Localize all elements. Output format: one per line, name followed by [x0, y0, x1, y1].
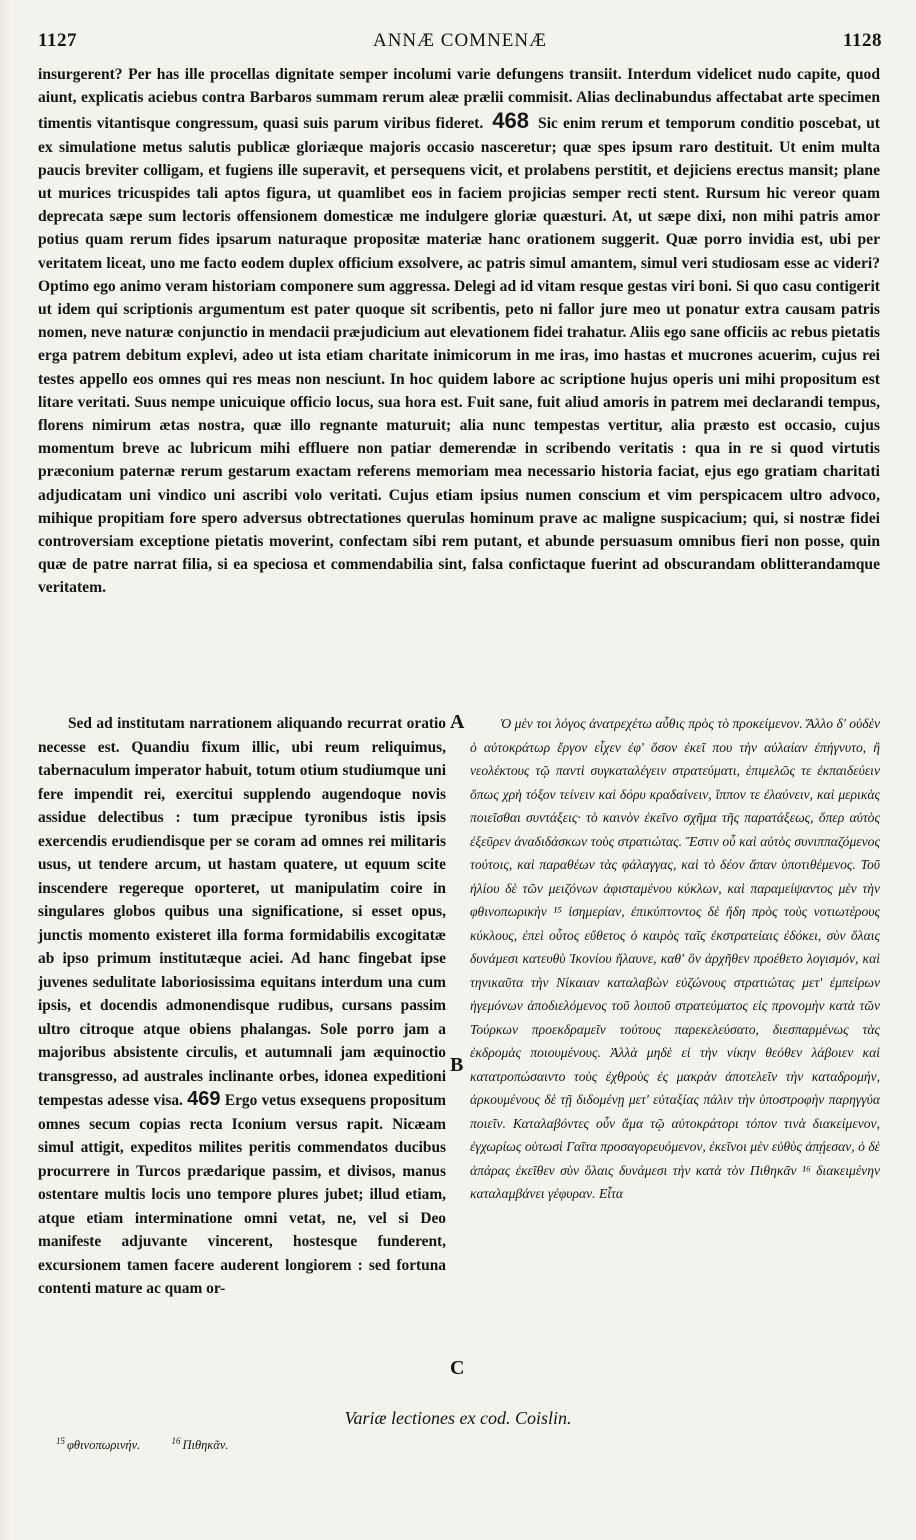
variant-notes [56, 1436, 257, 1453]
running-title: ANNÆ COMNENÆ [372, 30, 548, 51]
variant-note [56, 1438, 154, 1452]
margin-letter-a: A [450, 711, 465, 733]
greek-column [470, 712, 880, 1206]
margin-letter-c: C [450, 1357, 465, 1379]
intro-text-part-1: insurgerent? Per has ille procellas dignitate semper incolumi varie defungens transiit. Interdum videlicet nudo capite, quod aiunt, explicatis aciebus contra Barbaros summam rerum aleæ prælii commisit. Alias declinabundus affectabat arte specimen timentis vitantisque congressum, quasi suis parum viribus fideret. [38, 66, 880, 133]
variant-note [171, 1438, 242, 1452]
page-header [38, 30, 882, 56]
intro-text-part-2: Sic enim rerum et temporum conditio poscebat, ut ex simulatione metus salutis publicæ gloriæque majoris occasio nasceretur; quæ spes ipsum raro destituit. Ut enim multa paucis breviter colligam, et fugiens ille superavit, et persequens vicit, et prolabens perstitit, et dejiciens erectus mansit; plane ut murices tricuspides tali aptos figura, ut quamlibet eos in faciem projicias semper recti stent. Rursum hic vereor quam deprecata sæpe sum lectoris offensionem domesticæ me indulgere gloriæ quæsturi. At, ut sæpe dixi, non mihi patris amor potius quam rerum fides ipsarum naturaque propositæ materiæ hanc orationem suggerit. Quæ porro invidia est, ubi per veritatem liceat, uno me facto eodem duplex officium exsolvere, ac patris simul amantem, simul veri studiosam esse ac videri? Optimo ego animo veram historiam componere sum aggressa. Delegi ad id vitam resque gestas viri boni. Si quo casu contigerit ut idem qui scriptionis argumentum est pater quoque sit scribentis, peto ni fallor jure meo ut ponatur extra causam patris nomen, neve naturæ conjunctio in mendacii præjudicium aut elevationem fidei trahatur. Aliis ego sane officiis ac rebus pietatis erga patrem debitum explevi, adeo ut ista etiam charitate inimicorum in me iras, imo hastas et mucrones acuerim, cujus rei testes appello eos omnes qui res meas non nesciunt. In hoc quidem labore ac scriptione hujus operis uni mihi propositum est litare veritati. Suus nempe unicuique officio locus, sua hora est. Fuit sane, fuit aliud amoris in patrem mei declarandi tempus, florens nimirum ætas nostra, quæ illo regnante maturuit; alia nunc tempestas vertitur, alia præsto est occasio, cujus momentum breve ac lubricum mihi effluere non patiar demerendæ in scribendo veritatis : qua in re si quod virtutis præconium paternæ rerum gestarum exactam referens memoriam mea necessario historia faciat, ejus ego gratiam charitati adjudicatam uni vindico uni ascribi volo veritati. Cujus etiam ipsius numen conscium et vim perspicacem ultro advoco, mihique propitiam fore spero adversus obtrectationes querulas hominum prave ac maligne suspicacium; qui, si nostræ fidei controversiam exceptione pietatis moverint, confectam sibi rem putant, et abunde persuasum omnibus fieri non posse, quin quæ de patre narrat filia, si ea speciosa et commendabilia sint, falsa confictaque fuerint ad obscurandam oblitterandamque veritatem. [38, 115, 880, 597]
page-number-left: 1127 [38, 30, 77, 51]
page-number-right: 1128 [843, 30, 882, 51]
note-number: 15 [56, 1436, 65, 1446]
intro-paragraph [38, 63, 880, 600]
greek-text: Ὁ μὲν τοι λόγος ἀνατρεχέτω αὖθις πρὸς τὸ προκείμενον. Ἄλλο δ' οὐδὲν ὁ αὐτοκράτωρ ἔργον εἶχεν ἐφ' ὅσον ἐκεῖ που τὴν αὐλαίαν ἐπήγνυτο, ἢ νεολέκτους τῷ παντὶ συγκαταλέγειν στρατεύματι, ἐπιμελῶς τε ἐκπαιδεύειν ὅπως χρὴ τόξον τείνειν καὶ δόρυ κραδαίνειν, ἵππον τε ἐλαύνειν, καὶ μερικὰς ποιεῖσθαι συντάξεις· τὸ καινὸν ἐκεῖνο σχῆμα τῆς παρατάξεως, ὅπερ αὐτὸς ἐξεῦρεν ἀναδιδάσκων τοὺς στρατιώτας. Ἔστιν οὗ καὶ αὐτὸς συνιππαζόμενος τούτοις, καὶ παραθέων τὰς φάλαγγας, καὶ τὸ δέον ἅπαν ὑποτιθέμενος. Τοῦ ἡλίου δὲ τῶν μειζόνων ἀφισταμένου κύκλων, καὶ παραμείψαντος μὲν τὴν φθινοπωρικὴν ¹⁵ ἰσημερίαν, ἐπικύπτοντος δὲ ἤδη πρὸς τοὺς νοτιωτέρους κύκλους, ἐπεὶ οὗτος εὔθετος ὁ καιρὸς ταῖς ἐκστρατείαις ἐδόκει, σὺν ὅλαις δυνάμεσι κατευθὺ Ἰκονίου ἤλαυνε, καθ' ὃν ἀρχῆθεν προέθετο λογισμόν, καὶ τηνικαῦτα τὴν Νίκαιαν καταλαβὼν εὐζώνους στρατιώτας μετ' ἐμπείρων ἡγεμόνων ἀποδιελόμενος τοῦ λοιποῦ στρατεύματος εἰς προνομὴν κατὰ τῶν Τούρκων προεκδραμεῖν τούτους παρεκελεύσατο, διεσπαρμένως τὰς ἐκδρομὰς ποιουμένους. Ἀλλὰ μηδὲ εἰ τὴν νίκην θεόθεν λάβοιεν καὶ κατατροπώσαιντο τοὺς ἐχθροὺς ἐς μακρὰν ἀποτελεῖν τὴν καταδρομήν, ἀρκουμένους δὲ τῇ διδομένῃ μετ' εὐταξίας πάλιν τὴν ὑποστροφὴν παρηγγύα ποιεῖν. Καταλαβόντες οὖν ἅμα τῷ αὐτοκράτορι τόπον τινὰ διακείμενον, ἐγχωρίως οὑτωσὶ Γαῖτα προσαγορευόμενον, ἐκεῖνοι μὲν εὐθὺς ἀπῄεσαν, ὁ δὲ ἀπάρας ἐκεῖθεν σὺν ὅλαις δυνάμεσι τὴν κατὰ τὸν Πιθηκᾶν ¹⁶ διακειμένην καταλαμβάνει γέφυραν. Εἶτα [470, 716, 880, 1201]
latin-column [38, 712, 446, 1301]
margin-letter-b: B [450, 1054, 464, 1076]
note-text: φθινοπωρινήν. [67, 1438, 141, 1453]
note-text: Πιθηκᾶν. [182, 1438, 229, 1453]
note-number: 16 [171, 1436, 181, 1446]
latin-text-part-2: Ergo vetus exsequens propositum omnes secum copias recta Iconium versus rapit. Nicæam simul attigit, expeditos milites peritis commendatos ducibus procurrere in Turcos prædarique passim, et divisos, manus ostentare multis locis uno tempore plures jubet; illud etiam, atque etiam interminatione omni vetat, ne, vel si Deo manifeste adjuvante vincerent, hostesque funderent, excursionem tamen facere auderent longiorem : sed fortuna contenti mature ac quam or- [38, 1092, 446, 1297]
page-edge-shadow [0, 0, 10, 1540]
variants-heading: Variæ lectiones ex cod. Coislin. [344, 1408, 572, 1428]
latin-text-part-1: Sed ad institutam narrationem aliquando recurrat oratio necesse est. Quandiu fixum illic, ubi reum reliquimus, tabernaculum imperator habuit, totum otium studiumque uni fere impendit rei, exercitui supplendo augendoque novis assidue delectibus : tum præcipue tyronibus istis ipsis exercendis erudiendisque per se coram ad omnes rei militaris usus, ut tendere arcum, ut hastam quatere, ut equum scite inscendere regereque oporteret, ut manipulatim coire in singulares globos quibus una significatione, si esset opus, junctis momento existeret illa forma formidabilis excogitatæ ab ipso primum institutæque aciei. Ad hanc fingebat ipse juvenes sedulitate laboriosissima equitans interdum una cum ipsis, et docendis admonendisque rudibus, cursans passim ultro citroque atque obiens phalangas. Sole porro jam a majoribus absistente circulis, et autumnali jam æquinoctio transgresso, ad australes inclinante orbes, idonea expeditioni tempestas adesse visa. [38, 715, 446, 1109]
column-mark-468: 468 [492, 108, 530, 134]
column-mark-469: 469 [187, 1088, 221, 1110]
